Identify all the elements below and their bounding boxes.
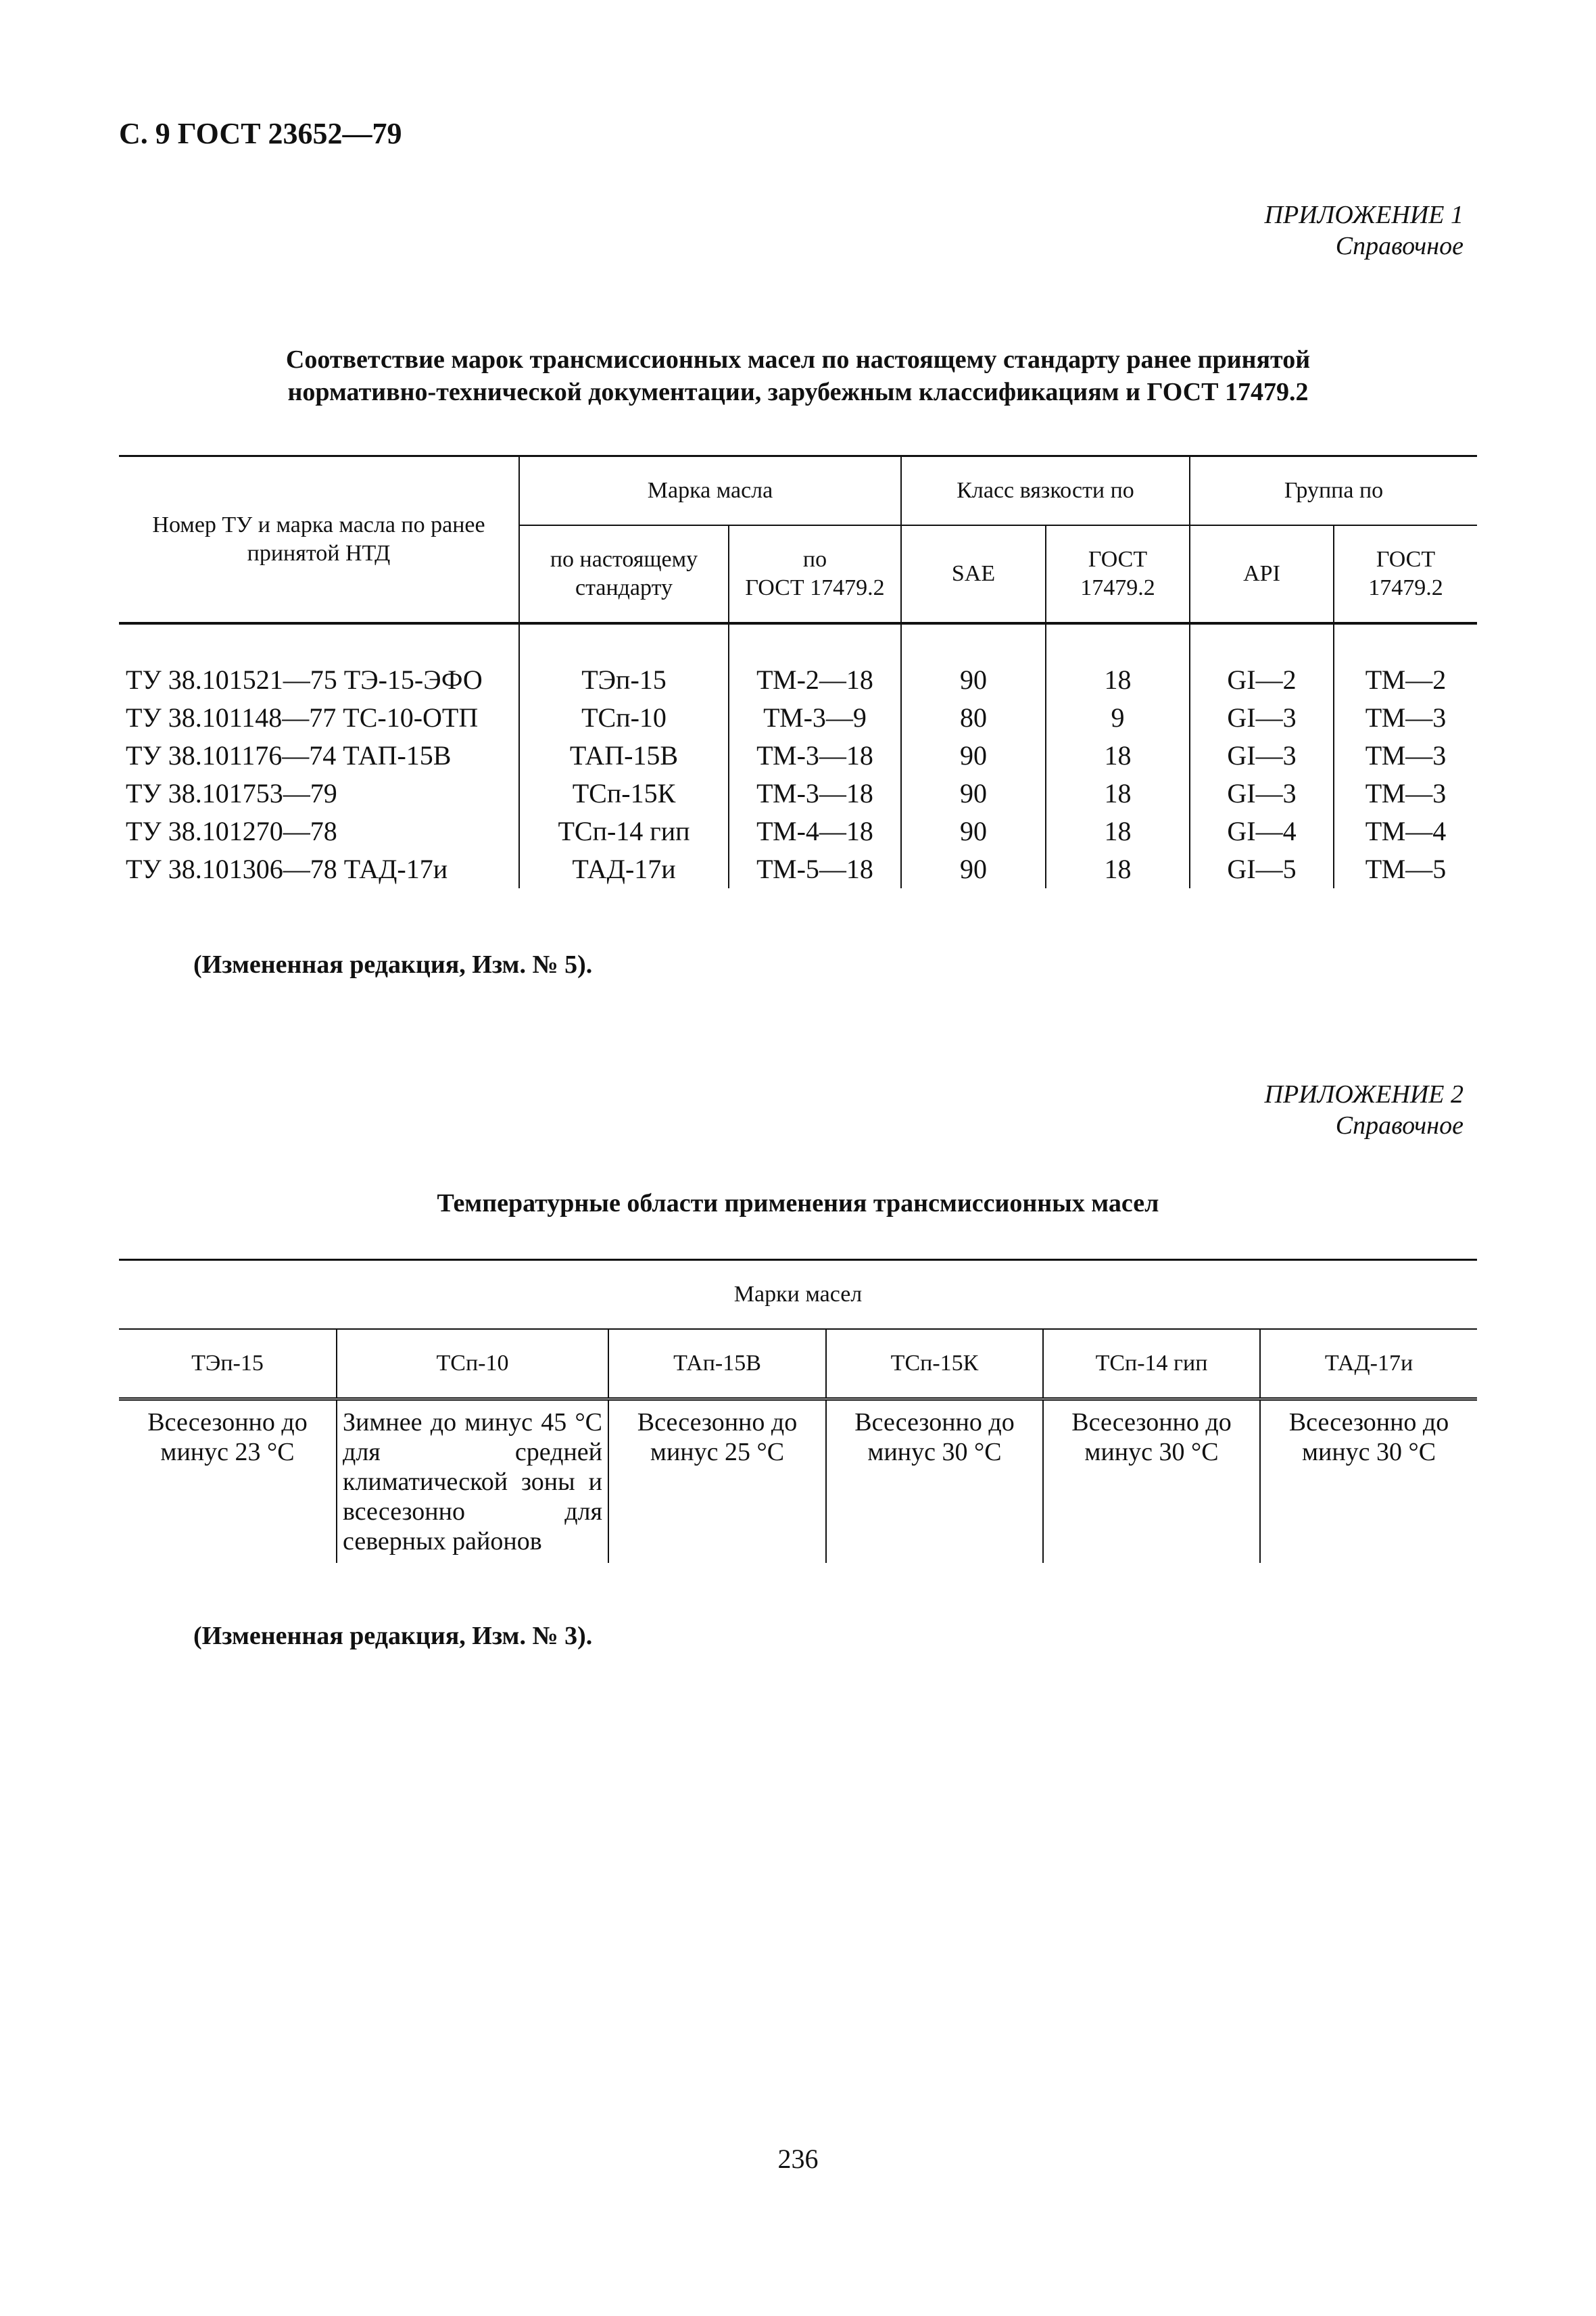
cell-api: GI—3 xyxy=(1190,775,1334,813)
header-group: Группа по xyxy=(1190,456,1477,526)
cell-api: GI—3 xyxy=(1190,699,1334,737)
header-sae: SAE xyxy=(901,525,1046,623)
table-row xyxy=(119,775,1477,813)
appendix2-subtitle: Справочное xyxy=(1335,1111,1464,1140)
appendix2-table-title: Температурные области применения трансмиссионных масел xyxy=(437,1189,1159,1217)
cell-api: GI—4 xyxy=(1190,813,1334,850)
header-viscosity-gost xyxy=(1046,525,1190,623)
cell-api: GI—5 xyxy=(1190,850,1334,888)
cell-api: GI—3 xyxy=(1190,737,1334,775)
header-group-gost xyxy=(1334,525,1477,623)
header-grade: ТСп-10 xyxy=(337,1329,608,1399)
table-row xyxy=(119,1399,1477,1564)
cell-gost: ТМ-2—18 xyxy=(729,661,901,699)
page-number: 236 xyxy=(777,2144,819,2174)
header-gost-line-2: ГОСТ 17479.2 xyxy=(745,575,885,600)
cell-sae: 90 xyxy=(901,813,1046,850)
cell-sae: 90 xyxy=(901,850,1046,888)
cell-vgost: 18 xyxy=(1046,737,1190,775)
cell-temperature: Всесезонно до минус 30 °С xyxy=(1288,1408,1449,1466)
table-row xyxy=(119,850,1477,888)
cell-current: ТСп-10 xyxy=(519,699,729,737)
cell-gost: ТМ-3—9 xyxy=(729,699,901,737)
cell-current: ТСп-15К xyxy=(519,775,729,813)
cell-ntd: ТУ 38.101176—74 ТАП-15В xyxy=(119,737,519,775)
table-row xyxy=(119,813,1477,850)
header-oil-grade: Марка масла xyxy=(519,456,901,526)
appendix1-table-title xyxy=(119,343,1477,408)
table-row xyxy=(119,737,1477,775)
cell-gost: ТМ-5—18 xyxy=(729,850,901,888)
cell-current: ТАП-15В xyxy=(519,737,729,775)
cell-ggost: ТМ—5 xyxy=(1365,854,1447,884)
cell-api: GI—2 xyxy=(1190,661,1334,699)
cell-gost: ТМ-3—18 xyxy=(729,737,901,775)
cell-temperature: Зимнее до минус 45 °С для средней климатической зоны и всесезонно для северных районов xyxy=(337,1399,608,1564)
cell-vgost: 18 xyxy=(1046,813,1190,850)
appendix1-note: (Измененная редакция, Изм. № 5). xyxy=(193,950,593,979)
cell-vgost: 18 xyxy=(1046,775,1190,813)
table-title-line-2: нормативно-технической документации, зарубежным классификациям и ГОСТ 17479.2 xyxy=(287,378,1309,406)
cell-ntd: ТУ 38.101306—78 ТАД-17и xyxy=(119,850,519,888)
appendix1-title: ПРИЛОЖЕНИЕ 1 xyxy=(1264,201,1464,229)
header-current-line-2: стандарту xyxy=(575,575,673,600)
header-current-line-1: по настоящему xyxy=(550,547,698,572)
appendix2-title: ПРИЛОЖЕНИЕ 2 xyxy=(1264,1080,1464,1109)
cell-current: ТАД-17и xyxy=(519,850,729,888)
header-grade: ТАп-15В xyxy=(608,1329,826,1399)
header-ntd: Номер ТУ и марка масла по ранее принятой НТД xyxy=(119,456,519,624)
page-header: С. 9 ГОСТ 23652—79 xyxy=(119,117,402,150)
cell-ggost: ТМ—3 xyxy=(1365,702,1447,733)
cell-temperature: Всесезонно до минус 23 °С xyxy=(119,1399,337,1564)
cell-vgost: 18 xyxy=(1046,850,1190,888)
cell-ntd: ТУ 38.101521—75 ТЭ-15-ЭФО xyxy=(119,661,519,699)
header-api: API xyxy=(1190,525,1334,623)
header-grade: ТАД-17и xyxy=(1260,1329,1477,1399)
header-ggost-line-1: ГОСТ xyxy=(1376,547,1436,572)
cell-gost: ТМ-3—18 xyxy=(729,775,901,813)
cell-temperature: Всесезонно до минус 30 °С xyxy=(1043,1399,1260,1564)
header-gost-grade xyxy=(729,525,901,623)
cell-temperature: Всесезонно до минус 25 °С xyxy=(608,1399,826,1564)
header-ggost-line-2: 17479.2 xyxy=(1368,575,1443,600)
cell-ggost: ТМ—3 xyxy=(1365,778,1447,809)
cell-ntd: ТУ 38.101270—78 xyxy=(119,813,519,850)
header-grade: ТСп-15К xyxy=(826,1329,1043,1399)
header-viscosity-class: Класс вязкости по xyxy=(901,456,1190,526)
table-row xyxy=(119,699,1477,737)
cell-vgost: 9 xyxy=(1046,699,1190,737)
cell-current: ТЭп-15 xyxy=(519,661,729,699)
header-current-standard xyxy=(519,525,729,623)
appendix2-note: (Измененная редакция, Изм. № 3). xyxy=(193,1622,593,1650)
cell-gost: ТМ-4—18 xyxy=(729,813,901,850)
cell-sae: 80 xyxy=(901,699,1046,737)
temperature-range-table xyxy=(119,1259,1477,1563)
cell-sae: 90 xyxy=(901,775,1046,813)
header-grade: ТЭп-15 xyxy=(119,1329,337,1399)
cell-ggost: ТМ—3 xyxy=(1365,740,1447,771)
header-vgost-line-1: ГОСТ xyxy=(1088,547,1148,572)
cell-ggost: ТМ—2 xyxy=(1365,665,1447,695)
header-gost-line-1: по xyxy=(802,547,827,572)
cell-temperature: Всесезонно до минус 30 °С xyxy=(826,1399,1043,1564)
cell-ntd: ТУ 38.101148—77 ТС-10-ОТП xyxy=(119,699,519,737)
header-oil-grades: Марки масел xyxy=(119,1260,1477,1330)
cell-sae: 90 xyxy=(901,737,1046,775)
cell-ggost: ТМ—4 xyxy=(1365,816,1447,846)
cell-ntd: ТУ 38.101753—79 xyxy=(119,775,519,813)
cell-current: ТСп-14 гип xyxy=(519,813,729,850)
header-vgost-line-2: 17479.2 xyxy=(1080,575,1155,600)
cell-vgost: 18 xyxy=(1046,661,1190,699)
oil-correspondence-table xyxy=(119,455,1477,888)
appendix1-subtitle: Справочное xyxy=(1335,232,1464,260)
table-row xyxy=(119,661,1477,699)
table-title-line-1: Соответствие марок трансмиссионных масел по настоящему стандарту ранее принятой xyxy=(285,345,1311,374)
header-grade: ТСп-14 гип xyxy=(1043,1329,1260,1399)
cell-sae: 90 xyxy=(901,661,1046,699)
